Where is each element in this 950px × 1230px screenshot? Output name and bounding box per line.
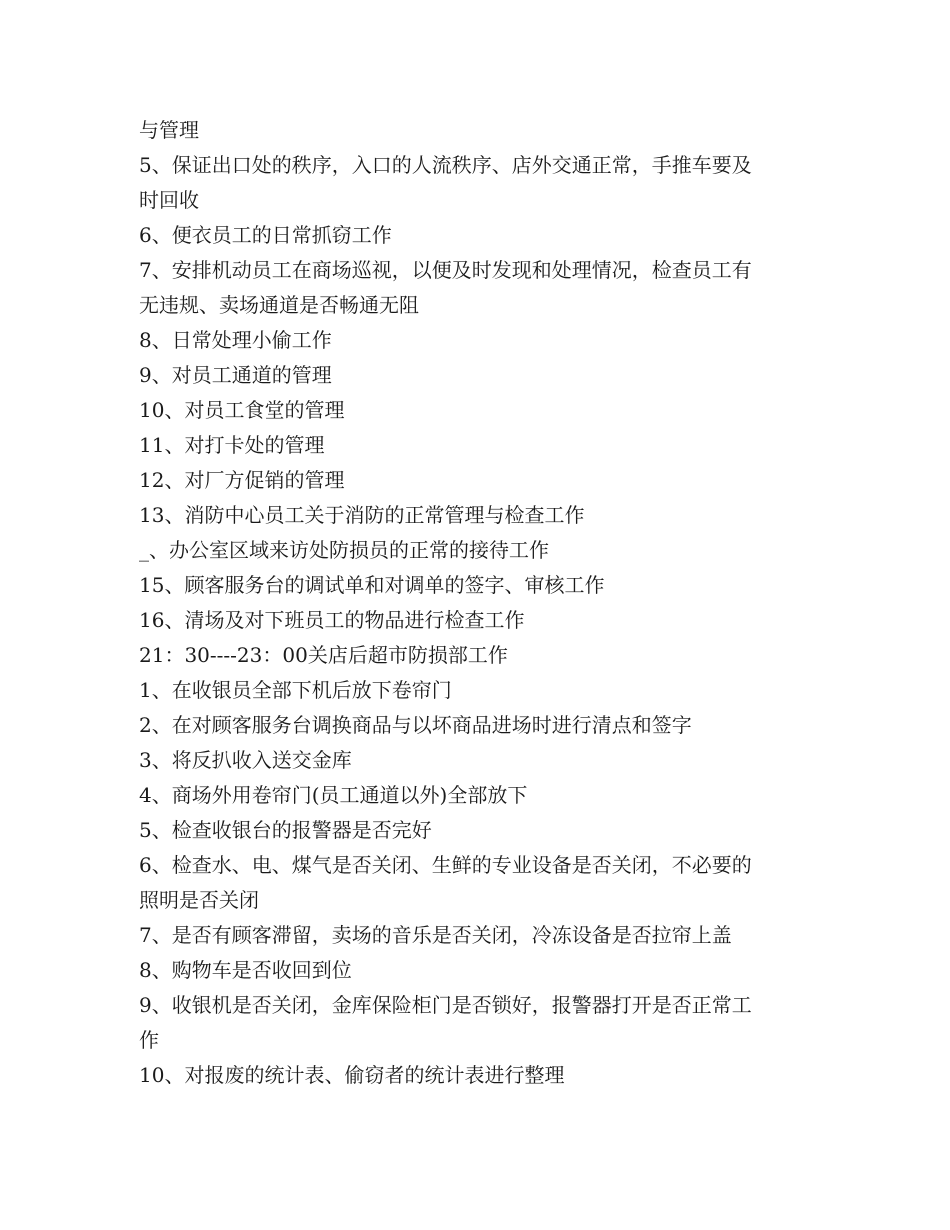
text-line: 15、顾客服务台的调试单和对调单的签字、审核工作	[139, 573, 605, 597]
text-line: 4、商场外用卷帘门(员工通道以外)全部放下	[139, 783, 528, 807]
text-line: 11、对打卡处的管理	[139, 433, 325, 457]
text-line: 时回收	[139, 188, 199, 212]
text-line: 1、在收银员全部下机后放下卷帘门	[139, 678, 452, 702]
text-line: 6、便衣员工的日常抓窃工作	[139, 223, 392, 247]
text-line: 无违规、卖场通道是否畅通无阻	[139, 293, 419, 317]
text-line: 5、保证出口处的秩序，入口的人流秩序、店外交通正常，手推车要及	[139, 153, 752, 177]
text-line: 12、对厂方促销的管理	[139, 468, 345, 492]
text-line: 8、购物车是否收回到位	[139, 958, 352, 982]
text-line: 与管理	[139, 118, 199, 142]
text-line: 2、在对顾客服务台调换商品与以坏商品进场时进行清点和签字	[139, 713, 692, 737]
section-heading: 21：30----23：00关店后超市防损部工作	[139, 643, 508, 667]
text-line: 作	[139, 1028, 159, 1052]
text-line: 6、检查水、电、煤气是否关闭、生鲜的专业设备是否关闭，不必要的	[139, 853, 752, 877]
text-line: 9、对员工通道的管理	[139, 363, 332, 387]
text-line: 7、是否有顾客滞留，卖场的音乐是否关闭，冷冻设备是否拉帘上盖	[139, 923, 732, 947]
text-line: 9、收银机是否关闭，金库保险柜门是否锁好，报警器打开是否正常工	[139, 993, 752, 1017]
text-line: 照明是否关闭	[139, 888, 259, 912]
text-line: 7、安排机动员工在商场巡视，以便及时发现和处理情况，检查员工有	[139, 258, 752, 282]
document-body	[139, 113, 819, 1093]
text-line: 10、对员工食堂的管理	[139, 398, 345, 422]
text-line: 5、检查收银台的报警器是否完好	[139, 818, 432, 842]
text-line: 10、对报废的统计表、偷窃者的统计表进行整理	[139, 1063, 565, 1087]
text-line: 8、日常处理小偷工作	[139, 328, 332, 352]
text-line: 3、将反扒收入送交金库	[139, 748, 352, 772]
text-line: _、办公室区域来访处防损员的正常的接待工作	[139, 538, 549, 562]
text-line: 13、消防中心员工关于消防的正常管理与检查工作	[139, 503, 585, 527]
text-line: 16、清场及对下班员工的物品进行检查工作	[139, 608, 525, 632]
